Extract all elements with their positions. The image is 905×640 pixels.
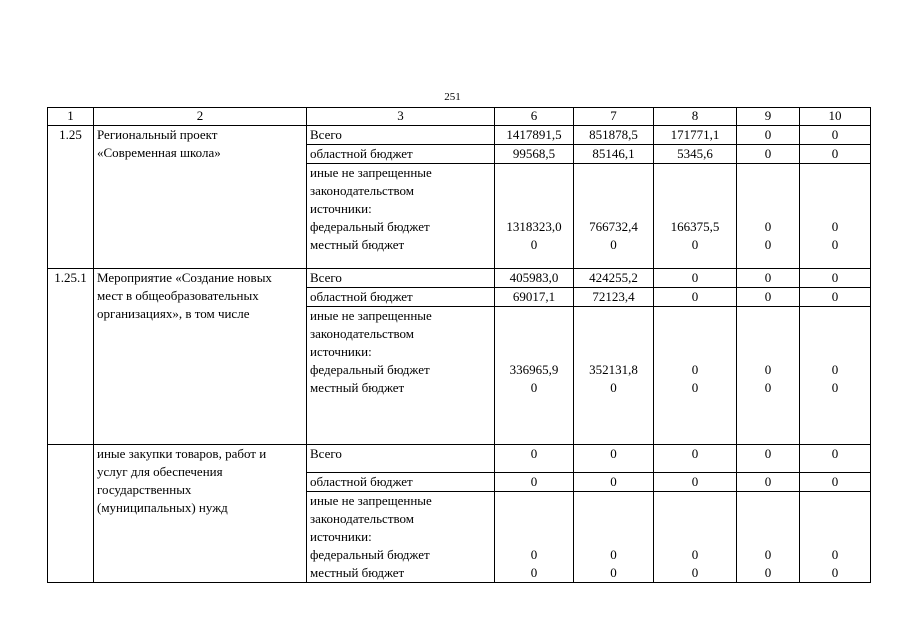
spacer-line	[577, 510, 650, 528]
title-line: Региональный проект	[97, 127, 218, 142]
title-line: мест в общеобразовательных	[97, 288, 259, 303]
label-line: местный бюджет	[310, 237, 405, 252]
title-line: организациях», в том числе	[97, 306, 250, 321]
spacer-line	[657, 307, 733, 325]
header-cell: 1	[48, 108, 94, 126]
spacer-line	[577, 307, 650, 325]
row-label: Всего	[307, 269, 495, 288]
spacer-line	[740, 528, 796, 546]
value-cell	[495, 492, 574, 583]
spacer-line	[577, 164, 650, 182]
label-line: законодательством	[310, 511, 415, 526]
spacer-line	[498, 343, 570, 361]
header-cell: 8	[654, 108, 737, 126]
row-label: областной бюджет	[307, 145, 495, 164]
title-line: Мероприятие «Создание новых	[97, 270, 272, 285]
value-cell: 0	[495, 445, 574, 473]
spacer-line	[577, 343, 650, 361]
label-line: иные не запрещенные	[310, 165, 432, 180]
value-cell: 0	[737, 126, 800, 145]
spacer-line	[657, 510, 733, 528]
label-line: источники:	[310, 344, 372, 359]
local-value: 0	[530, 565, 538, 580]
value-cell: 0	[800, 288, 871, 307]
spacer-line	[803, 510, 867, 528]
value-cell: 424255,2	[574, 269, 654, 288]
spacer-line	[740, 343, 796, 361]
federal-value: 0	[831, 547, 839, 562]
value-cell	[737, 164, 800, 269]
spacer-line	[657, 200, 733, 218]
other-sources-label	[307, 307, 495, 445]
federal-value: 766732,4	[589, 219, 638, 234]
label-line: источники:	[310, 201, 372, 216]
value-cell	[574, 307, 654, 445]
value-cell	[737, 307, 800, 445]
local-value: 0	[691, 237, 699, 252]
value-cell: 0	[574, 473, 654, 492]
spacer-line	[803, 492, 867, 510]
spacer-line	[577, 528, 650, 546]
local-value: 0	[764, 380, 772, 395]
spacer-line	[803, 343, 867, 361]
value-cell: 69017,1	[495, 288, 574, 307]
value-cell: 5345,6	[654, 145, 737, 164]
header-row	[48, 108, 871, 126]
spacer-line	[803, 307, 867, 325]
value-cell: 0	[737, 473, 800, 492]
spacer-line	[740, 325, 796, 343]
row-code: 1.25.1	[48, 269, 94, 445]
value-cell: 1417891,5	[495, 126, 574, 145]
local-value: 0	[691, 380, 699, 395]
value-cell	[737, 492, 800, 583]
spacer-line	[803, 528, 867, 546]
federal-value: 0	[831, 362, 839, 377]
federal-value: 0	[764, 362, 772, 377]
row-code	[48, 445, 94, 583]
spacer-line	[740, 492, 796, 510]
spacer-line	[803, 325, 867, 343]
label-line: местный бюджет	[310, 565, 405, 580]
spacer-line	[740, 510, 796, 528]
value-cell: 851878,5	[574, 126, 654, 145]
federal-value: 0	[764, 219, 772, 234]
row-title	[94, 126, 307, 269]
value-cell: 0	[654, 288, 737, 307]
label-line: законодательством	[310, 183, 415, 198]
local-value: 0	[831, 380, 839, 395]
local-value: 0	[764, 565, 772, 580]
federal-value: 166375,5	[670, 219, 720, 234]
spacer-line	[803, 200, 867, 218]
local-value: 0	[610, 237, 617, 252]
local-value: 0	[764, 237, 772, 252]
spacer-line	[657, 164, 733, 182]
label-line: источники:	[310, 529, 372, 544]
page-number: 251	[444, 91, 461, 103]
federal-value: 0	[530, 547, 538, 562]
value-cell: 85146,1	[574, 145, 654, 164]
federal-value: 0	[691, 547, 699, 562]
header-cell: 6	[495, 108, 574, 126]
value-cell: 0	[495, 473, 574, 492]
label-line: федеральный бюджет	[310, 362, 430, 377]
label-line: иные не запрещенные	[310, 308, 432, 323]
spacer-line	[657, 343, 733, 361]
value-cell: 99568,5	[495, 145, 574, 164]
spacer-line	[498, 164, 570, 182]
value-cell	[800, 492, 871, 583]
title-line: услуг для обеспечения	[97, 464, 223, 479]
row-title	[94, 445, 307, 583]
title-line: иные закупки товаров, работ и	[97, 446, 267, 461]
value-cell: 405983,0	[495, 269, 574, 288]
spacer-line	[498, 492, 570, 510]
spacer-line	[577, 182, 650, 200]
spacer-line	[740, 307, 796, 325]
value-cell: 0	[800, 269, 871, 288]
value-cell	[495, 307, 574, 445]
local-value: 0	[610, 565, 617, 580]
title-line: (муниципальных) нужд	[97, 500, 228, 515]
row-label: областной бюджет	[307, 473, 495, 492]
spacer-line	[803, 182, 867, 200]
value-cell	[574, 492, 654, 583]
value-cell: 0	[737, 145, 800, 164]
spacer-line	[498, 307, 570, 325]
spacer-line	[577, 492, 650, 510]
value-cell	[495, 164, 574, 269]
header-cell: 3	[307, 108, 495, 126]
spacer-line	[740, 182, 796, 200]
row-label: областной бюджет	[307, 288, 495, 307]
spacer-line	[657, 528, 733, 546]
federal-value: 0	[691, 362, 699, 377]
value-cell: 171771,1	[654, 126, 737, 145]
label-line: федеральный бюджет	[310, 219, 430, 234]
spacer-line	[657, 182, 733, 200]
value-cell: 0	[654, 269, 737, 288]
value-cell	[654, 164, 737, 269]
label-line: иные не запрещенные	[310, 493, 432, 508]
value-cell: 0	[574, 445, 654, 473]
value-cell: 0	[737, 288, 800, 307]
value-cell	[654, 492, 737, 583]
federal-value: 0	[831, 219, 839, 234]
other-sources-label	[307, 164, 495, 269]
table-row	[48, 445, 871, 473]
label-line: местный бюджет	[310, 380, 405, 395]
header-cell: 2	[94, 108, 307, 126]
federal-value: 1318323,0	[506, 219, 562, 234]
local-value: 0	[530, 380, 538, 395]
federal-value: 0	[610, 547, 617, 562]
table-row	[48, 126, 871, 145]
local-value: 0	[691, 565, 699, 580]
spacer-line	[657, 325, 733, 343]
spacer-line	[498, 510, 570, 528]
spacer-line	[577, 325, 650, 343]
row-code: 1.25	[48, 126, 94, 269]
spacer-line	[577, 200, 650, 218]
local-value: 0	[831, 237, 839, 252]
value-cell	[574, 164, 654, 269]
header-cell: 7	[574, 108, 654, 126]
spacer-line	[498, 325, 570, 343]
value-cell	[654, 307, 737, 445]
row-label: Всего	[307, 126, 495, 145]
spacer-line	[498, 200, 570, 218]
local-value: 0	[530, 237, 538, 252]
federal-value: 336965,9	[509, 362, 559, 377]
spacer-line	[498, 182, 570, 200]
value-cell: 0	[654, 445, 737, 473]
budget-table	[47, 107, 871, 583]
spacer-line	[657, 492, 733, 510]
title-line: «Современная школа»	[97, 145, 221, 160]
value-cell: 0	[800, 473, 871, 492]
local-value: 0	[610, 380, 617, 395]
value-cell: 0	[737, 269, 800, 288]
federal-value: 352131,8	[589, 362, 638, 377]
other-sources-label	[307, 492, 495, 583]
row-title	[94, 269, 307, 445]
value-cell	[800, 164, 871, 269]
value-cell: 0	[800, 126, 871, 145]
row-label: Всего	[307, 445, 495, 473]
header-cell: 9	[737, 108, 800, 126]
value-cell: 0	[800, 445, 871, 473]
spacer-line	[740, 200, 796, 218]
title-line: государственных	[97, 482, 192, 497]
value-cell: 0	[654, 473, 737, 492]
spacer-line	[498, 528, 570, 546]
federal-value: 0	[764, 547, 772, 562]
table-row	[48, 269, 871, 288]
label-line: законодательством	[310, 326, 415, 341]
value-cell: 0	[737, 445, 800, 473]
value-cell: 0	[800, 145, 871, 164]
spacer-line	[740, 164, 796, 182]
spacer-line	[803, 164, 867, 182]
local-value: 0	[831, 565, 839, 580]
header-cell: 10	[800, 108, 871, 126]
label-line: федеральный бюджет	[310, 547, 430, 562]
value-cell: 72123,4	[574, 288, 654, 307]
value-cell	[800, 307, 871, 445]
